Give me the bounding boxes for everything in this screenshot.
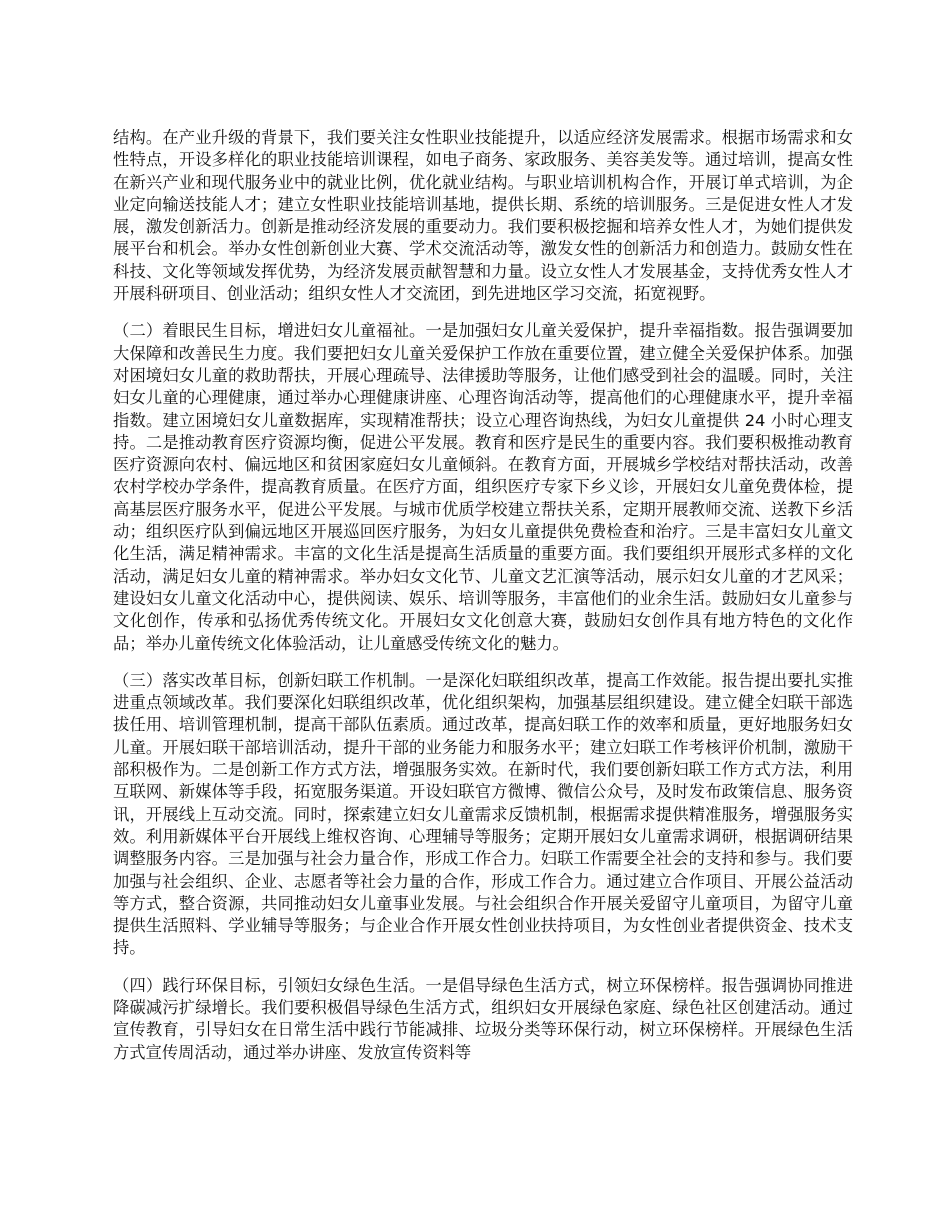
document-page [113, 127, 853, 1079]
paragraph-economy: 结构。在产业升级的背景下，我们要关注女性职业技能提升，以适应经济发展需求。根据市场需求和女性特点，开设多样化的职业技能培训课程，如电子商务、家政服务、美容美发等。通过培训，提高女性在新兴产业和现代服务业中的就业比例，优化就业结构。与职业培训机构合作，开展订单式培训，为企业定向输送技能人才；建立女性职业技能培训基地，提供长期、系统的培训服务。三是促进女性人才发展，激发创新活力。创新是推动经济发展的重要动力。我们要积极挖掘和培养女性人才，为她们提供发展平台和机会。举办女性创新创业大赛、学术交流活动等，激发女性的创新活力和创造力。鼓励女性在科技、文化等领域发挥优势，为经济发展贡献智慧和力量。设立女性人才发展基金，支持优秀女性人才开展科研项目、创业活动；组织女性人才交流团，到先进地区学习交流，拓宽视野。 [113, 128, 853, 304]
paragraph-environment: （四）践行环保目标，引领妇女绿色生活。一是倡导绿色生活方式，树立环保榜样。报告强调协同推进降碳减污扩绿增长。我们要积极倡导绿色生活方式，组织妇女开展绿色家庭、绿色社区创建活动。通过宣传教育，引导妇女在日常生活中践行节能减排、垃圾分类等环保行动，树立环保榜样。开展绿色生活方式宣传周活动，通过举办讲座、发放宣传资料等 [113, 975, 853, 1062]
paragraph-reform: （三）落实改革目标，创新妇联工作机制。一是深化妇联组织改革，提高工作效能。报告提出要扎实推进重点领域改革。我们要深化妇联组织改革，优化组织架构，加强基层组织建设。建立健全妇联干部选拔任用、培训管理机制，提高干部队伍素质。通过改革，提高妇联工作的效率和质量，更好地服务妇女儿童。开展妇联干部培训活动，提升干部的业务能力和服务水平；建立妇联工作考核评价机制，激励干部积极作为。二是创新工作方式方法，增强服务实效。在新时代，我们要创新妇联工作方式方法，利用互联网、新媒体等手段，拓宽服务渠道。开设妇联官方微博、微信公众号，及时发布政策信息、服务资讯，开展线上互动交流。同时，探索建立妇女儿童需求反馈机制，根据需求提供精准服务，增强服务实效。利用新媒体平台开展线上维权咨询、心理辅导等服务；定期开展妇女儿童需求调研，根据调研结果调整服务内容。三是加强与社会力量合作，形成工作合力。妇联工作需要全社会的支持和参与。我们要加强与社会组织、企业、志愿者等社会力量的合作，形成工作合力。通过建立合作项目、开展公益活动等方式，整合资源，共同推动妇女儿童事业发展。与社会组织合作开展关爱留守儿童项目，为留守儿童提供生活照料、学业辅导等服务；与企业合作开展女性创业扶持项目，为女性创业者提供资金、技术支持。 [113, 670, 853, 958]
paragraph-livelihood: （二）着眼民生目标，增进妇女儿童福祉。一是加强妇女儿童关爱保护，提升幸福指数。报告强调要加大保障和改善民生力度。我们要把妇女儿童关爱保护工作放在重要位置，建立健全关爱保护体系。加强对困境妇女儿童的救助帮扶，开展心理疏导、法律援助等服务，让他们感受到社会的温暖。同时，关注妇女儿童的心理健康，通过举办心理健康讲座、心理咨询活动等，提高他们的心理健康水平，提升幸福指数。建立困境妇女儿童数据库，实现精准帮扶；设立心理咨询热线，为妇女儿童提供 24 小时心理支持。二是推动教育医疗资源均衡，促进公平发展。教育和医疗是民生的重要内容。我们要积极推动教育医疗资源向农村、偏远地区和贫困家庭妇女儿童倾斜。在教育方面，开展城乡学校结对帮扶活动，改善农村学校办学条件，提高教育质量。在医疗方面，组织医疗专家下乡义诊，开展妇女儿童免费体检，提高基层医疗服务水平，促进公平发展。与城市优质学校建立帮扶关系，定期开展教师交流、送教下乡活动；组织医疗队到偏远地区开展巡回医疗服务，为妇女儿童提供免费检查和治疗。三是丰富妇女儿童文化生活，满足精神需求。丰富的文化生活是提高生活质量的重要方面。我们要组织开展形式多样的文化活动，满足妇女儿童的精神需求。举办妇女文化节、儿童文艺汇演等活动，展示妇女儿童的才艺风采；建设妇女儿童文化活动中心，提供阅读、娱乐、培训等服务，丰富他们的业余生活。鼓励妇女儿童参与文化创作，传承和弘扬优秀传统文化。开展妇女文化创意大赛，鼓励妇女创作具有地方特色的文化作品；举办儿童传统文化体验活动，让儿童感受传统文化的魅力。 [113, 321, 853, 653]
